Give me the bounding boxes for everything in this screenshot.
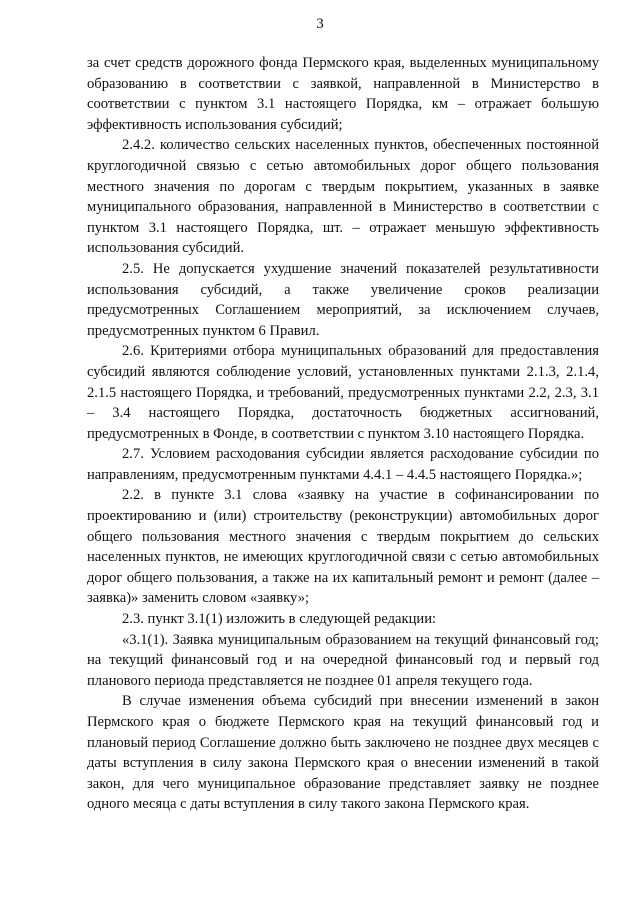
page-number: 3 xyxy=(316,16,324,32)
paragraph-2-4-2: 2.4.2. количество сельских населенных пунктов, обеспеченных постоянной круглогодичной связью с сетью автомобильных дорог общего пользования местного значения по дорогам с твердым покрытием, указанных в заявке муниципального образования, направленной в Министерство в соответствии с пунктом 3.1 настоящего Порядка, шт. – отражает меньшую эффективность использования субсидий. xyxy=(87,137,599,257)
paragraph-amendment-2-3: 2.3. пункт 3.1(1) изложить в следующей редакции: xyxy=(122,611,437,628)
paragraph-3-1-1: «3.1(1). Заявка муниципальным образованием на текущий финансовый год; на текущий финансовый год и на очередной финансовый год и первый год планового периода представляется не позднее 01 апреля текущего года. xyxy=(87,631,599,689)
paragraph-2-7: 2.7. Условием расходования субсидии является расходование субсидии по направлениям, предусмотренным пунктами 4.4.1 – 4.4.5 настоящего Порядка.»; xyxy=(87,446,599,483)
paragraph-continuation: за счет средств дорожного фонда Пермского края, выделенных муниципальному образованию в соответствии с заявкой, направленной в Министерство в соответствии с пунктом 3.1 настоящего Порядка, км – отражает большую эффективность использования субсидий; xyxy=(87,55,599,133)
paragraph-amendment-2-2: 2.2. в пункте 3.1 слова «заявку на участие в софинансировании по проектированию и (или) строительству (реконструкции) автомобильных дорог общего пользования местного значения с твердым покрытием до сельских населенных пунктов, не имеющих круглогодичной связи с сетью автомобильных дорог общего пользования, а также на их капитальный ремонт и ремонт (далее – заявка)» заменить словом «заявку»; xyxy=(87,487,599,607)
paragraph-2-5: 2.5. Не допускается ухудшение значений показателей результативности использования субсидий, а также увеличение сроков реализации предусмотренных Соглашением мероприятий, за исключением случаев, предусмотренных пунктом 6 Правил. xyxy=(87,260,599,339)
document-body xyxy=(87,53,599,815)
paragraph-subsidy-change: В случае изменения объема субсидий при внесении изменений в закон Пермского края о бюджете Пермского края на текущий финансовый год и плановый период Соглашение должно быть заключено не позднее двух месяцев с даты вступления в силу закона Пермского края о внесении изменений в такой закон, для чего муниципальное образование представляет заявку не позднее одного месяца с даты вступления в силу такого закона Пермского края. xyxy=(87,693,599,813)
paragraph-2-6: 2.6. Критериями отбора муниципальных образований для предоставления субсидий являются соблюдение условий, установленных пунктами 2.1.3, 2.1.4, 2.1.5 настоящего Порядка, и требований, предусмотренных пунктами 2.2, 2.3, 3.1 – 3.4 настоящего Порядка, достаточность бюджетных ассигнований, предусмотренных в Фонде, в соответствии с пунктом 3.10 настоящего Порядка. xyxy=(87,343,599,442)
